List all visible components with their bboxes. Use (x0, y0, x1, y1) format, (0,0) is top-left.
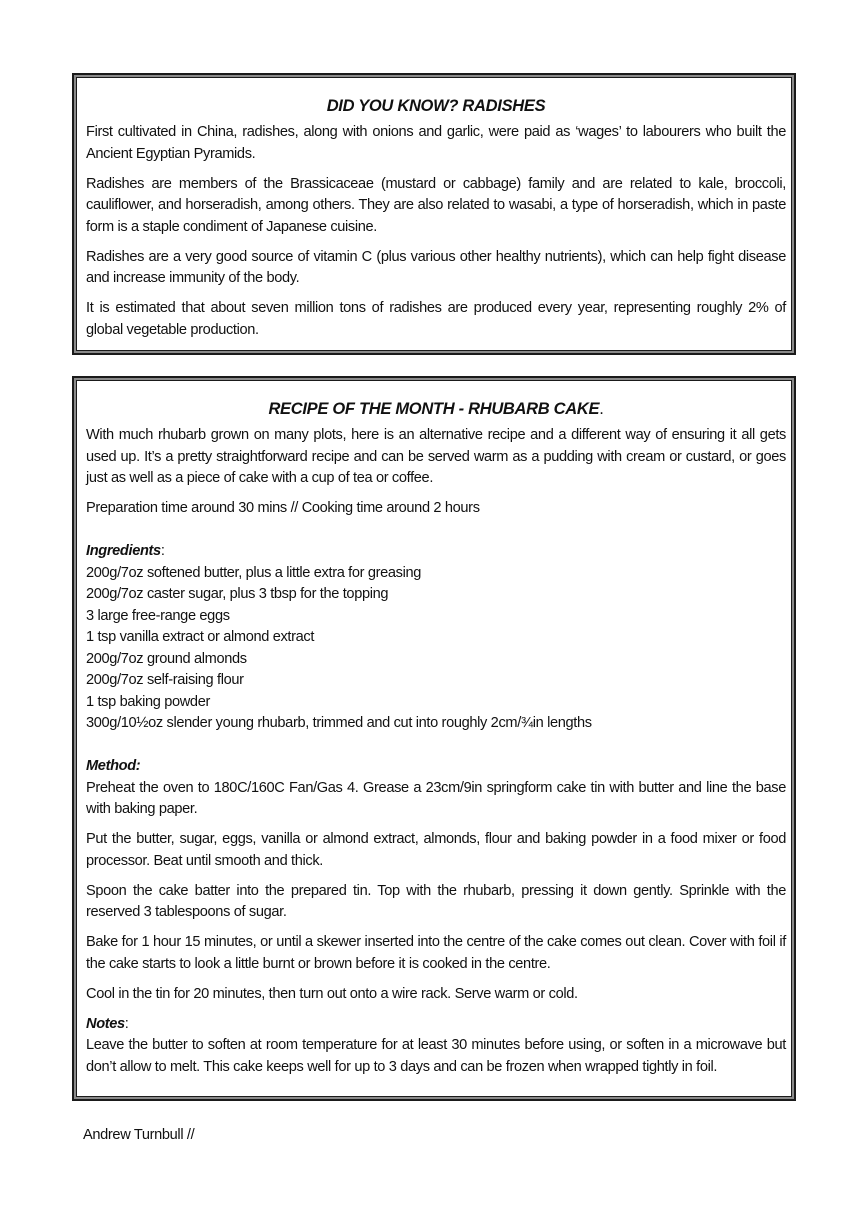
ingredient-item: 1 tsp baking powder (86, 693, 210, 710)
radish-paragraph-3: Radishes are a very good source of vitamin C (plus various other healthy nutrients), which can help fight disease and increase immunity of the body. (86, 248, 786, 286)
radish-paragraph-1: First cultivated in China, radishes, along with onions and garlic, were paid as ‘wages’ to labourers who built the Ancient Egyptian Pyramids. (86, 124, 786, 162)
recipe-timing: Preparation time around 30 mins // Cooking time around 2 hours (86, 500, 480, 516)
method-step: Spoon the cake batter into the prepared tin. Top with the rhubarb, pressing it down gently. Sprinkle with the reserved 3 tablespoons of sugar. (86, 882, 786, 920)
method-step: Preheat the oven to 180C/160C Fan/Gas 4. Grease a 23cm/9in springform cake tin with butter and line the base with baking paper. (86, 779, 786, 817)
ingredients-heading (86, 541, 786, 563)
recipe-box (72, 376, 796, 1101)
notes-text: Leave the butter to soften at room temperature for at least 30 minutes before using, or soften in a microwave but don’t allow to melt. This cake keeps well for up to 3 days and can be frozen when wrapped tightly in foil. (86, 1037, 786, 1075)
ingredients-heading-text: Ingredients (86, 543, 161, 559)
method-step: Bake for 1 hour 15 minutes, or until a skewer inserted into the centre of the cake comes out clean. Cover with foil if the cake starts to look a little burnt or brown before it is cooked in the centre. (86, 934, 786, 972)
did-you-know-box (72, 73, 796, 355)
ingredients-list (86, 563, 786, 735)
ingredient-item: 300g/10½oz slender young rhubarb, trimmed and cut into roughly 2cm/¾in lengths (86, 715, 592, 731)
radish-paragraph-2: Radishes are members of the Brassicaceae (mustard or cabbage) family and are related to kale, broccoli, cauliflower, and horseradish, among others. They are also related to wasabi, a type of horseradish, which in paste form is a staple condiment of Japanese cuisine. (86, 175, 786, 235)
notes-heading (86, 1014, 786, 1036)
author-signature: Andrew Turnbull // (83, 1127, 195, 1143)
ingredient-item: 200g/7oz ground almonds (86, 650, 247, 667)
spacer (86, 735, 786, 757)
notes-heading-text: Notes (86, 1015, 125, 1032)
ingredient-item: 200g/7oz caster sugar, plus 3 tbsp for the topping (86, 586, 389, 602)
ingredient-item: 3 large free-range eggs (86, 607, 230, 624)
recipe-title-suffix: . (599, 400, 604, 418)
recipe-intro: With much rhubarb grown on many plots, here is an alternative recipe and a different way of ensuring it all gets used up. It’s a pretty straightforward recipe and can be served warm as a pudding with cream or custard, or goes just as well as a piece of cake with a cup of tea or coffee. (86, 427, 786, 486)
ingredient-item: 200g/7oz self-raising flour (86, 672, 244, 688)
radish-paragraph-4: It is estimated that about seven million tons of radishes are produced every year, representing roughly 2% of global vegetable production. (86, 300, 786, 338)
ingredient-item: 200g/7oz softened butter, plus a little extra for greasing (86, 564, 422, 581)
method-step: Cool in the tin for 20 minutes, then turn out onto a wire rack. Serve warm or cold. (86, 985, 578, 1002)
did-you-know-title (86, 94, 786, 118)
did-you-know-title-text: DID YOU KNOW? RADISHES (326, 97, 546, 115)
method-step: Put the butter, sugar, eggs, vanilla or almond extract, almonds, flour and baking powder in a food mixer or food processor. Beat until smooth and thick. (86, 831, 786, 869)
ingredients-heading-suffix: : (160, 543, 165, 559)
method-heading (86, 756, 786, 778)
ingredient-item: 1 tsp vanilla extract or almond extract (86, 629, 315, 645)
spacer (86, 520, 786, 542)
notes-heading-suffix: : (124, 1015, 129, 1032)
recipe-title-text: RECIPE OF THE MONTH - RHUBARB CAKE (268, 400, 600, 418)
method-heading-text: Method: (86, 758, 141, 774)
recipe-title (86, 397, 786, 421)
